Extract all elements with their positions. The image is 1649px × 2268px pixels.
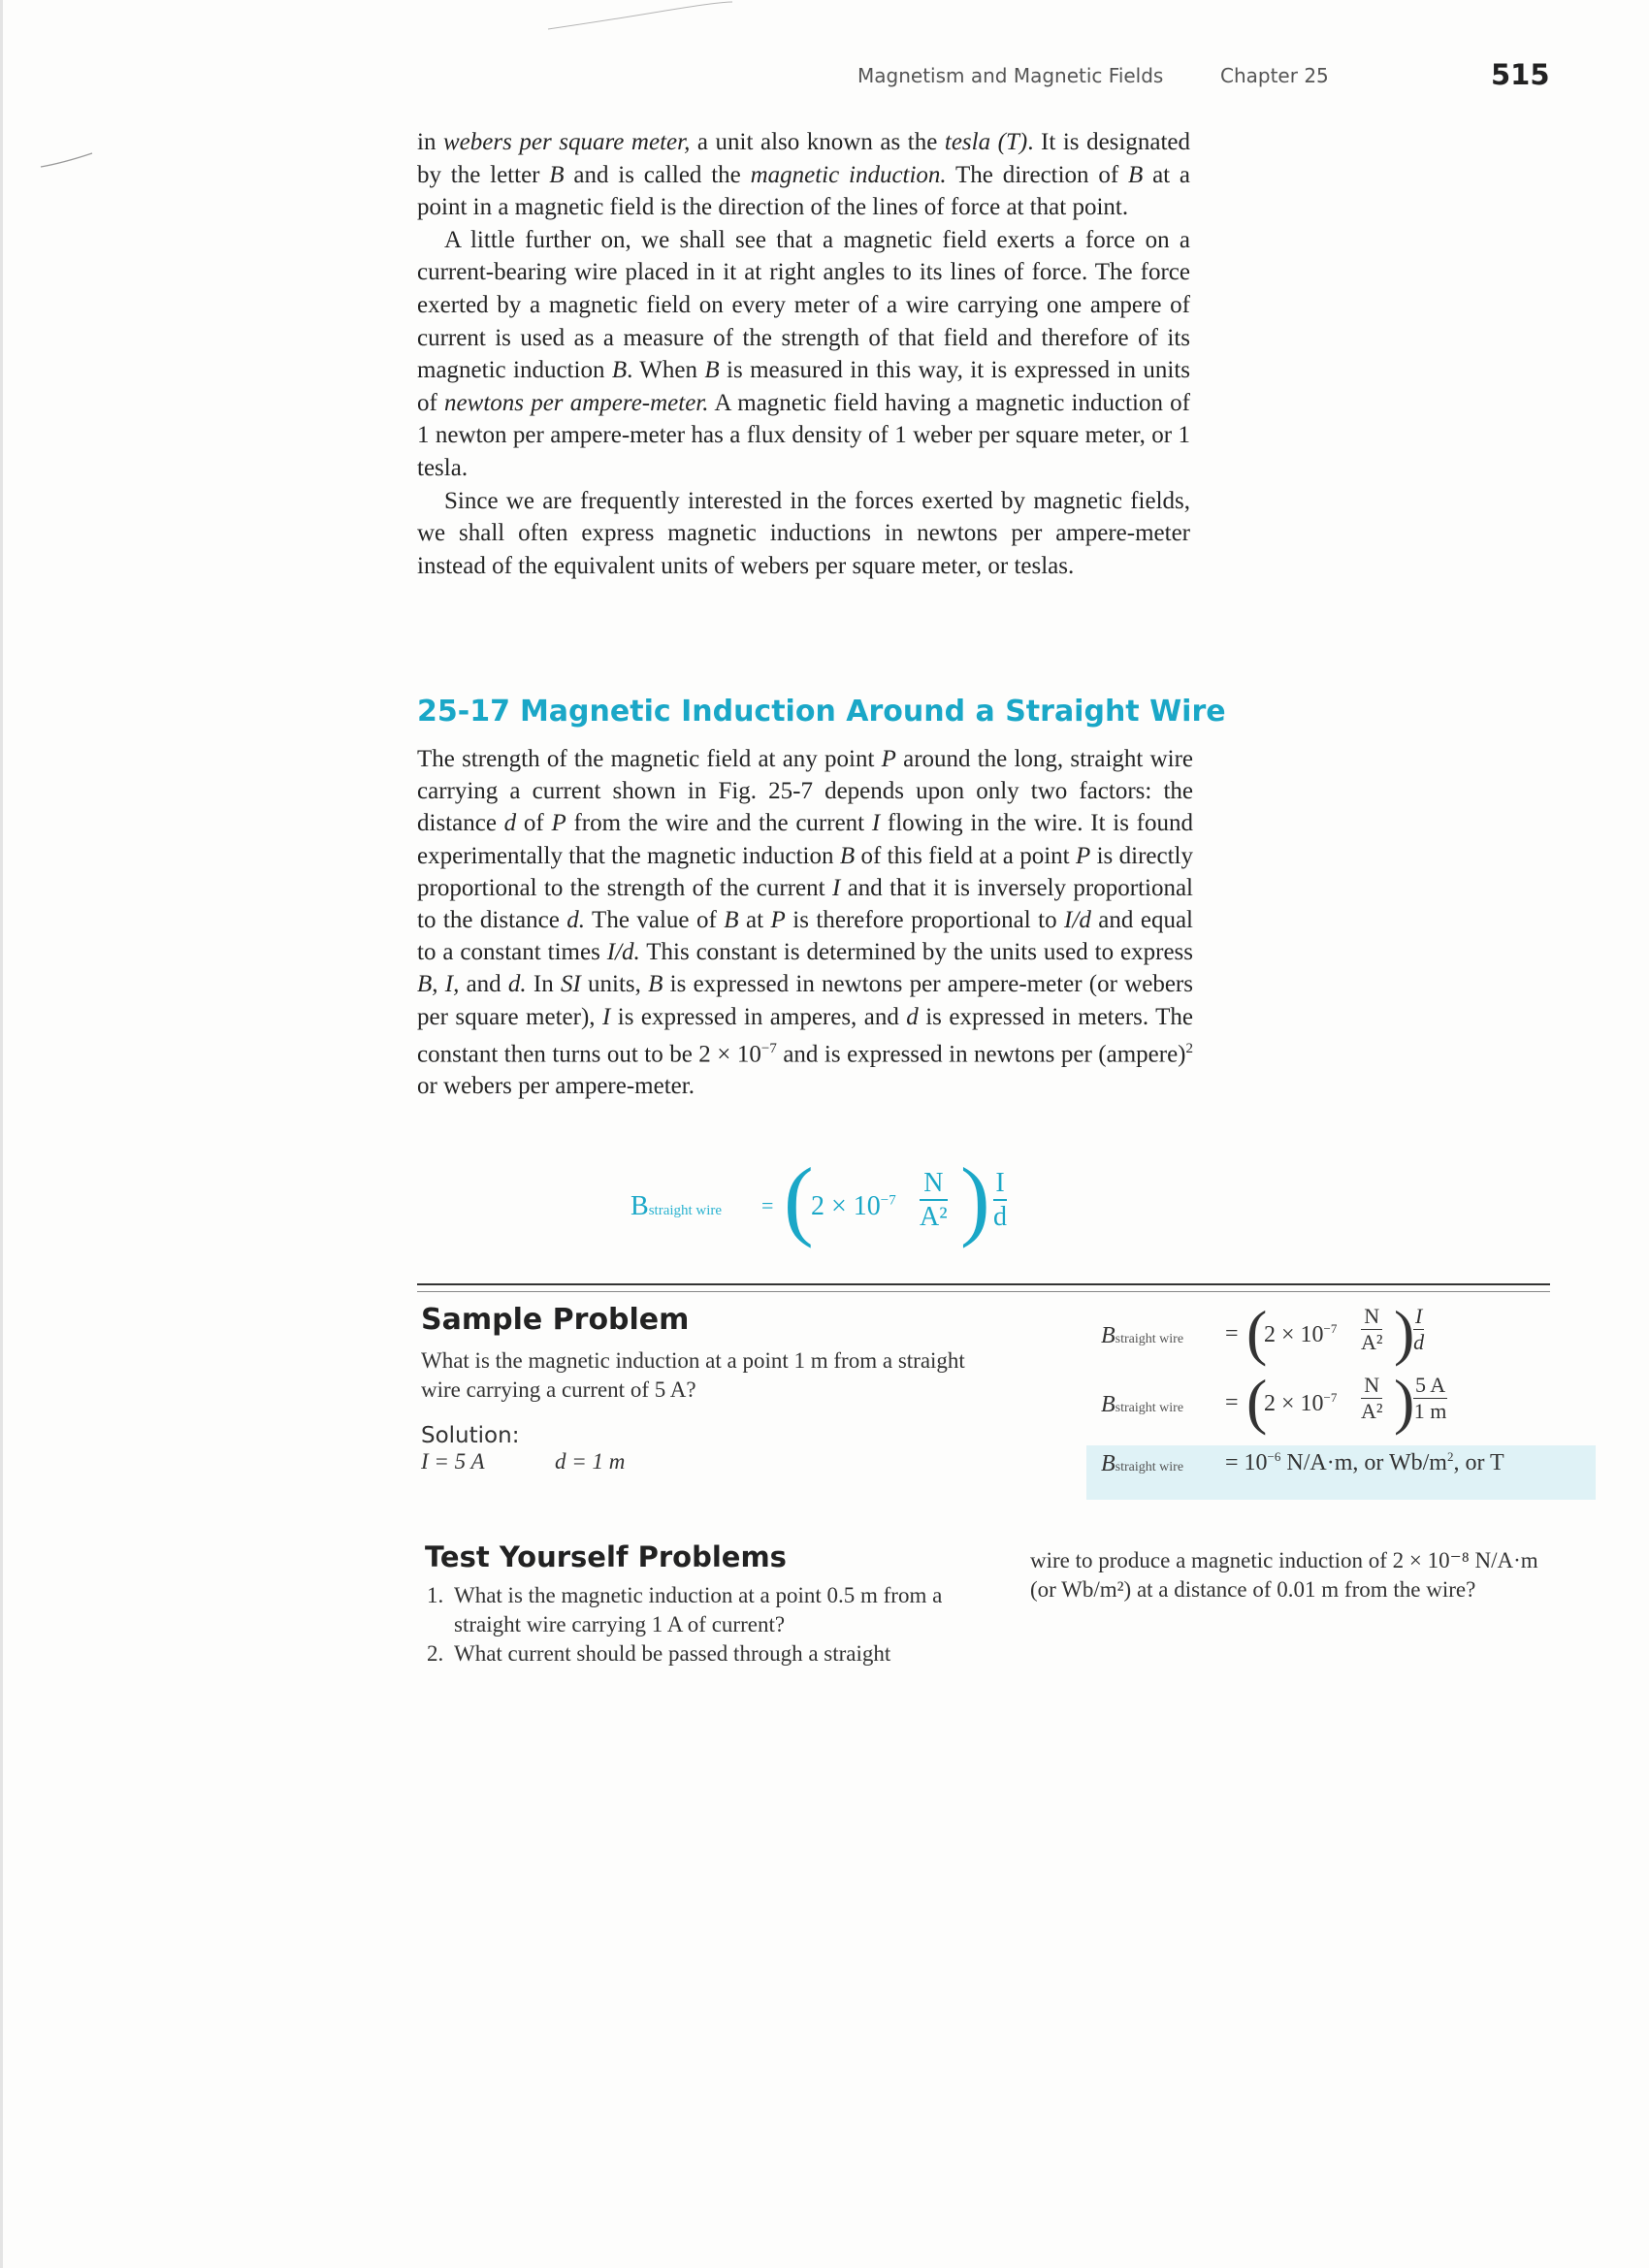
solution-step-1: Bstraight wire = ( $2 \times 10^{-7}$ $\frac{N}{\text{A²}}$ ) $\frac{I}{d}$ [1101, 1298, 1425, 1367]
divider [417, 1283, 1550, 1285]
divider [417, 1291, 1550, 1292]
test-problem-continuation: wire to produce a magnetic induction of 2 × 10⁻⁸ N/A·m (or Wb/m²) at a distance of 0.01 m from the wire? [1030, 1548, 1538, 1602]
section-title: Magnetic Induction Around a Straight Wire [519, 695, 1226, 729]
section-body [417, 743, 1193, 1103]
main-formula [621, 1150, 1028, 1251]
section-heading [417, 695, 1290, 729]
paragraph: Since we are frequently interested in the forces exerted by magnetic fields, we shall often express magnetic inductions in newtons per ampere-meter instead of the equivalent units of webers per square meter, or teslas. [417, 487, 1190, 579]
intro-text [417, 126, 1190, 582]
section-number: 25-17 [417, 695, 510, 729]
given-current: I = 5 A [421, 1449, 485, 1474]
formula-lhs: Bstraight wire [630, 1191, 723, 1221]
pencil-mark [543, 0, 737, 39]
sample-problem-title: Sample Problem [421, 1303, 690, 1337]
solution-step-2: Bstraight wire = ( $2 \times 10^{-7}$ $\frac{N}{\text{A²}}$ ) $\frac{5 A}{1 m}$ [1101, 1367, 1447, 1436]
chapter-label: Chapter 25 [1220, 64, 1329, 87]
solution-step-3: Bstraight wire = $10^{-6}$ N/A·m, or $Wb/m^2$, or T [1101, 1449, 1504, 1476]
list-item: 1. What is the magnetic induction at a point 0.5 m from a straight wire carrying 1 A of current? [427, 1583, 943, 1636]
paragraph: The strength of the magnetic field at any point P around the long, straight wire carrying a current shown in Fig. 25-7 depends upon only two factors: the distance d of P from the wire and the current I flowing in the wire. It is found experimentally that the magnetic induction B of this field at a point P is directly proportional to the strength of the current I and that it is inversely proportional to the distance d. The value of B at P is therefore proportional to I/d and equal to a constant times I/d. This constant is determined by the units used to express B, I, and d. In SI units, B is expressed in newtons per ampere-meter (or webers per square meter), I is expressed in amperes, and d is expressed in meters. The constant then turns out to be $2 \times 10^{-7}$ and is expressed in newtons per (ampere)$^2$ or webers per ampere-meter. [417, 746, 1194, 1100]
given-distance: d = 1 m [555, 1449, 626, 1474]
page-header [0, 58, 1649, 97]
formula-equals: = [761, 1193, 774, 1217]
test-yourself-title: Test Yourself Problems [425, 1540, 787, 1573]
running-title: Magnetism and Magnetic Fields [857, 64, 1164, 87]
list-item: 2. What current should be passed through a straight [427, 1641, 891, 1666]
left-paren: ( [784, 1150, 814, 1248]
scan-edge [0, 0, 3, 2268]
page-number: 515 [1491, 58, 1550, 91]
paragraph: in webers per square meter, a unit also known as the tesla (T). It is designated by the letter B and is called the magnetic induction. The direction of B at a point in a magnetic field is the direction of the lines of force at that point. [417, 129, 1190, 221]
right-paren: ) [960, 1150, 990, 1248]
sample-question: What is the magnetic induction at a point 1 m from a straight wire carrying a current of 5 A? [421, 1348, 965, 1402]
pencil-mark-left [39, 146, 97, 175]
variable-fraction: $\frac{I}{d}$ [993, 1168, 1007, 1232]
unit-fraction: $\frac{N}{\text{A²}}$ [920, 1168, 948, 1232]
formula-coefficient: $2 \times 10^{-7}$ [811, 1191, 896, 1221]
paragraph: A little further on, we shall see that a magnetic field exerts a force on a current-bearing wire placed in it at right angles to its lines of force. The force exerted by a magnetic field on every meter of a wire carrying one ampere of current is used as a measure of the strength of that field and therefore of its magnetic induction B. When B is measured in this way, it is expressed in units of newtons per ampere-meter. A magnetic field having a magnetic induction of 1 newton per ampere-meter has a flux density of 1 weber per square meter, or 1 tesla. [417, 226, 1191, 481]
solution-label: Solution: [421, 1423, 520, 1448]
test-problem-list [427, 1581, 980, 1669]
